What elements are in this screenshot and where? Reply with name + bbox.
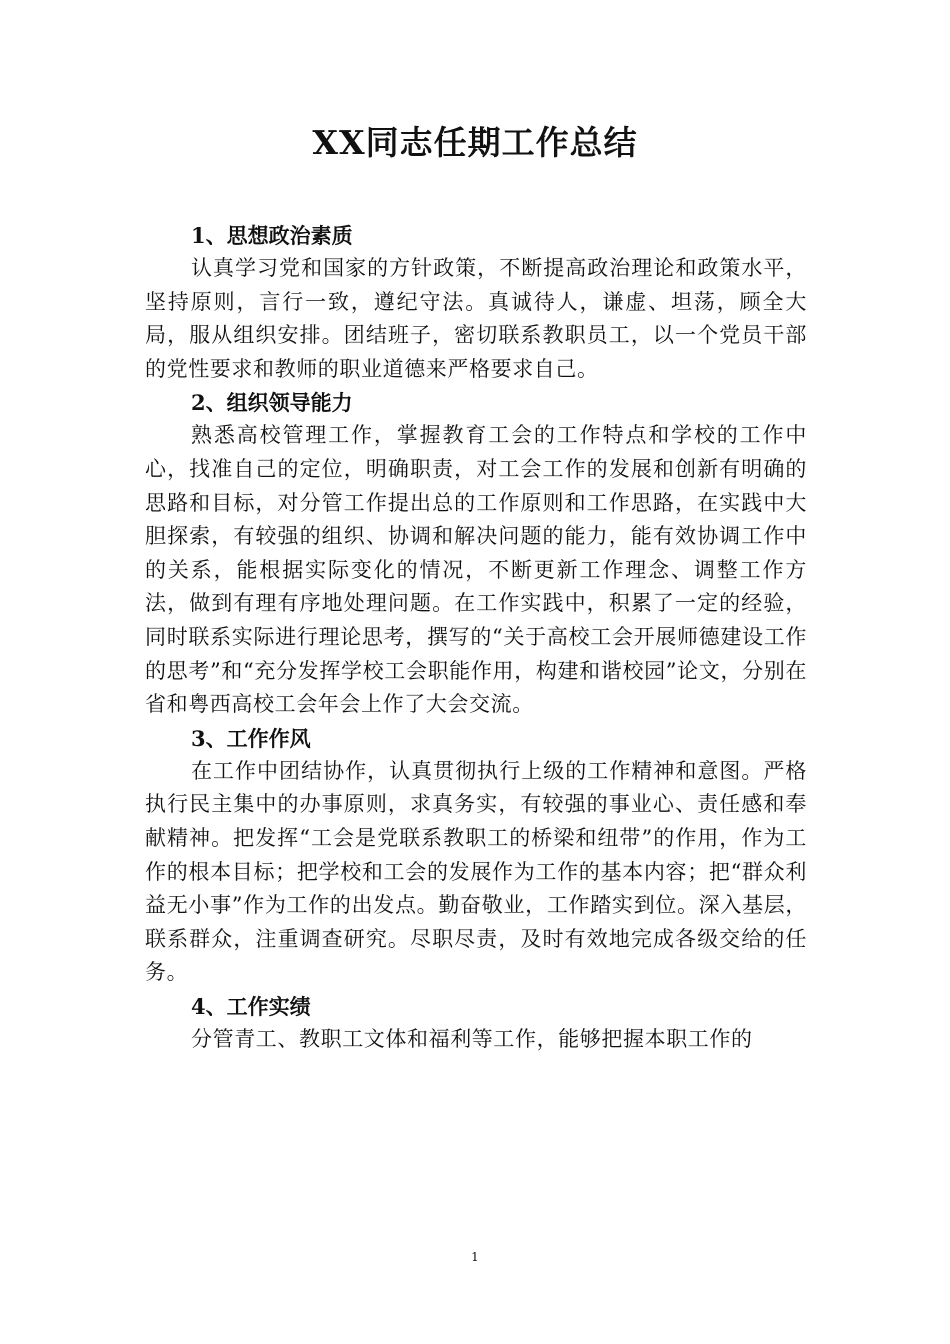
section-2-heading: 2、组织领导能力: [191, 390, 353, 416]
section-1-paragraph: 认真学习党和国家的方针政策，不断提高政治理论和政策水平，坚持原则，言行一致，遵纪守法。真诚待人，谦虚、坦荡，顾全大局，服从组织安排。团结班子，密切联系教职员工，以一个党员干部的党性要求和教师的职业道德来严格要求自己。: [145, 256, 807, 381]
page-title: XX同志任期工作总结: [312, 123, 638, 162]
section-1-heading: 1、思想政治素质: [191, 223, 353, 248]
section-4-heading: 4、工作实绩: [191, 993, 311, 1019]
section-3-paragraph: 在工作中团结协作，认真贯彻执行上级的工作精神和意图。严格执行民主集中的办事原则，求真务实，有较强的事业心、责任感和奉献精神。把发挥“工会是党联系教职工的桥梁和纽带”的作用，作为工作的根本目标；把学校和工会的发展作为工作的基本内容；把“群众利益无小事”作为工作的出发点。勤奋敬业，工作踏实到位。深入基层，联系群众，注重调查研究。尽职尽责，及时有效地完成各级交给的任务。: [145, 758, 807, 985]
page-number: 1: [471, 1250, 479, 1264]
document-body: [145, 219, 807, 1056]
section-4-paragraph: 分管青工、教职工文体和福利等工作，能够把握本职工作的: [191, 1026, 753, 1051]
section-2-paragraph: 熟悉高校管理工作，掌握教育工会的工作特点和学校的工作中心，找准自己的定位，明确职责，对工会工作的发展和创新有明确的思路和目标，对分管工作提出总的工作原则和工作思路，在实践中大胆探索，有较强的组织、协调和解决问题的能力，能有效协调工作中的关系，能根据实际变化的情况，不断更新工作理念、调整工作方法，做到有理有序地处理问题。在工作实践中，积累了一定的经验，同时联系实际进行理论思考，撰写的“关于高校工会开展师德建设工作的思考”和“充分发挥学校工会职能作用，构建和谐校园”论文，分别在省和粤西高校工会年会上作了大会交流。: [145, 423, 807, 717]
section-3-heading: 3、工作作风: [191, 725, 311, 751]
